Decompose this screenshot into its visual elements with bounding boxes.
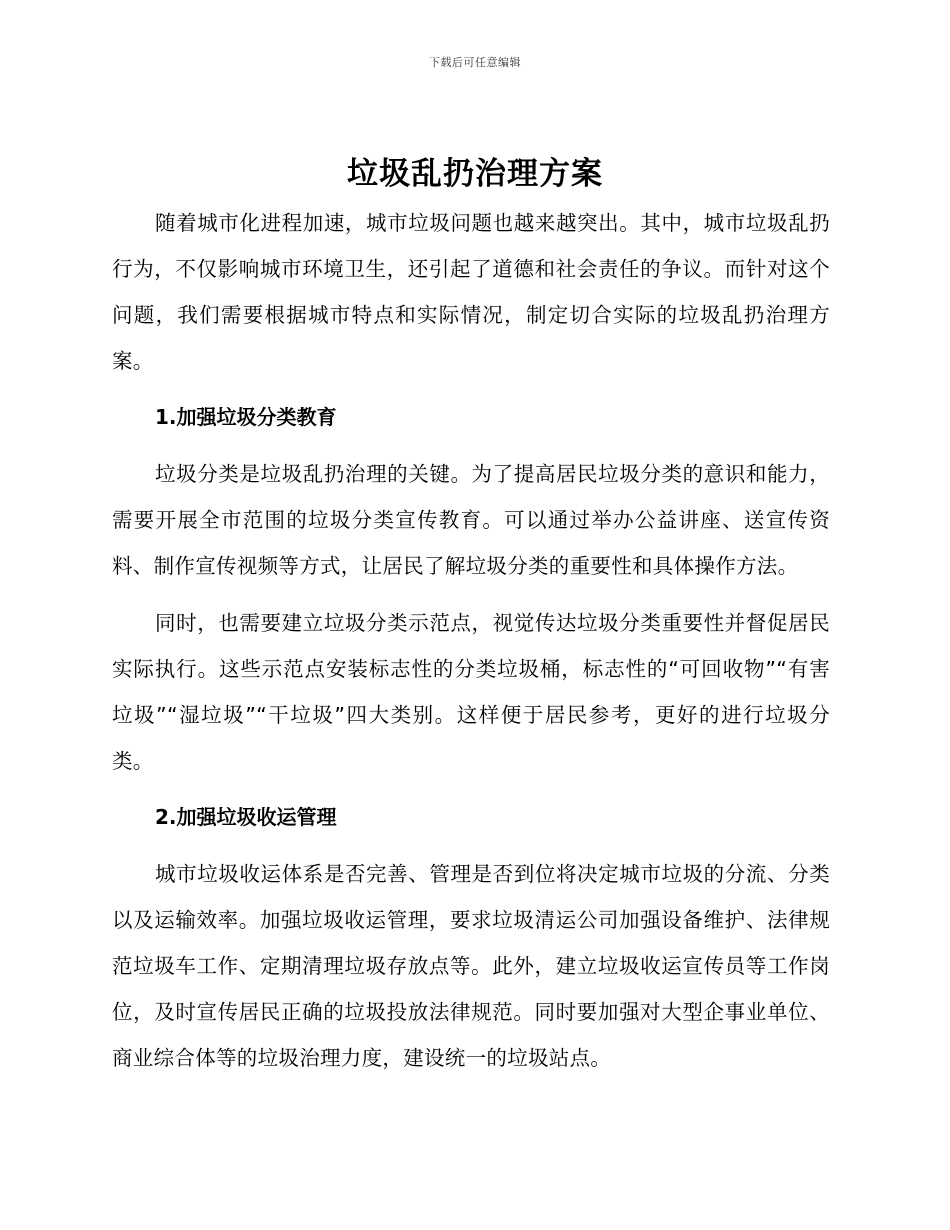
document-title: 垃圾乱扔治理方案 [347,156,603,192]
section-2-paragraph-1: 城市垃圾收运体系是否完善、管理是否到位将决定城市垃圾的分流、分类以及运输效率。加强垃圾收运管理，要求垃圾清运公司加强设备维护、法律规范垃圾车工作、定期清理垃圾存放点等。此外，建立垃圾收运宣传员等工作岗位，及时宣传居民正确的垃圾投放法律规范。同时要加强对大型企事业单位、商业综合体等的垃圾治理力度，建设统一的垃圾站点。 [112,862,830,1070]
section-heading-2: 2.加强垃圾收运管理 [155,805,337,829]
section-heading-1: 1.加强垃圾分类教育 [155,405,337,429]
section-1-paragraph-2: 同时，也需要建立垃圾分类示范点，视觉传达垃圾分类重要性并督促居民实际执行。这些示范点安装标志性的分类垃圾桶，标志性的“可回收物”“有害垃圾”“湿垃圾”“干垃圾”四大类别。这样便于居民参考，更好的进行垃圾分类。 [112,611,830,773]
intro-paragraph: 随着城市化进程加速，城市垃圾问题也越来越突出。其中，城市垃圾乱扔行为，不仅影响城市环境卫生，还引起了道德和社会责任的争议。而针对这个问题，我们需要根据城市特点和实际情况，制定切合实际的垃圾乱扔治理方案。 [112,211,830,373]
document-body [112,200,830,1081]
section-1-paragraph-1: 垃圾分类是垃圾乱扔治理的关键。为了提高居民垃圾分类的意识和能力，需要开展全市范围的垃圾分类宣传教育。可以通过举办公益讲座、送宣传资料、制作宣传视频等方式，让居民了解垃圾分类的重要性和具体操作方法。 [112,462,830,578]
header-note: 下载后可任意编辑 [429,56,521,69]
